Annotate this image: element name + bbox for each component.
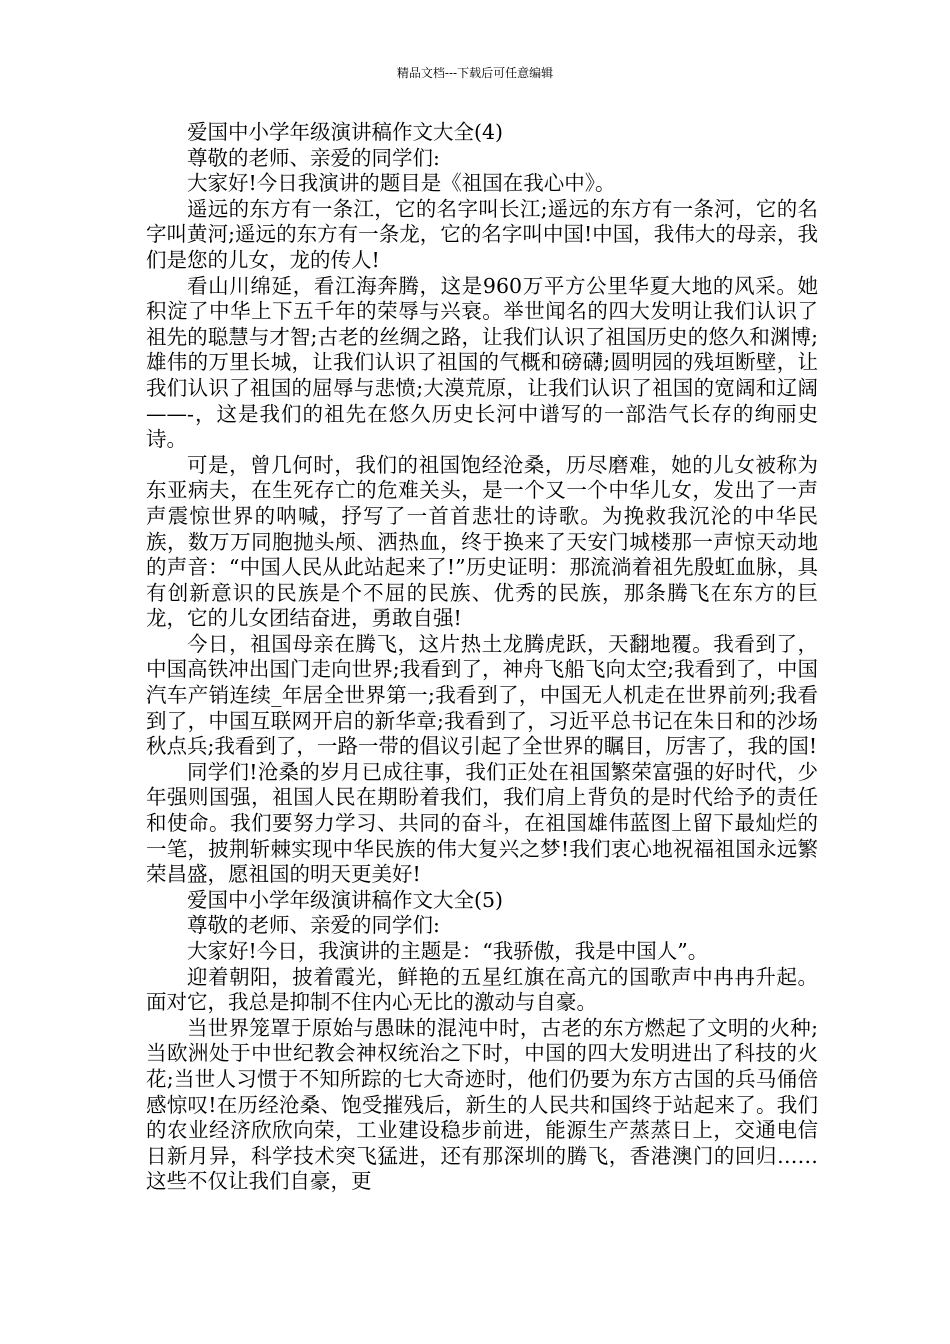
greeting: 大家好!今日，我演讲的主题是：“我骄傲，我是中国人”。 <box>187 939 709 963</box>
paragraph: 今日，祖国母亲在腾飞，这片热土龙腾虎跃，天翻地覆。我看到了，中国高铁冲出国门走向世界;我看到了，神舟飞船飞向太空;我看到了，中国汽车产销连续_年居全世界第一;我看到了，中国无人机走在世界前列;我看到了，中国互联网开启的新华章;我看到了，习近平总书记在朱日和的沙场秋点兵;我看到了，一路一带的倡议引起了全世界的瞩目，厉害了，我的国! <box>146 631 818 759</box>
document-body <box>146 120 818 1195</box>
page-header: 精品文档---下载后可任意编辑 <box>396 66 554 80</box>
section-title-5: 爱国中小学年级演讲稿作文大全(5) <box>187 887 504 912</box>
paragraph: 当世界笼罩于原始与愚昧的混沌中时，古老的东方燃起了文明的火种;当欧洲处于中世纪教会神权统治之下时，中国的四大发明进出了科技的火花;当世人习惯于不知所踪的七大奇迹时，他们仍要为东方古国的兵马俑倍感惊叹!在历经沧桑、饱受摧残后，新生的人民共和国终于站起来了。我们的农业经济欣欣向荣，工业建设稳步前进，能源生产蒸蒸日上，交通电信日新月异，科学技术突飞猛进，还有那深圳的腾飞，香港澳门的回归……这些不仅让我们自豪，更 <box>146 1015 818 1194</box>
paragraph: 迎着朝阳，披着霞光，鲜艳的五星红旗在高亢的国歌声中冉冉升起。面对它，我总是抑制不住内心无比的激动与自豪。 <box>146 964 818 1015</box>
section-title-4: 爱国中小学年级演讲稿作文大全(4) <box>187 120 504 144</box>
salutation: 尊敬的老师、亲爱的同学们: <box>187 913 440 938</box>
paragraph: 遥远的东方有一条江，它的名字叫长江;遥远的东方有一条河，它的名字叫黄河;遥远的东方有一条龙，它的名字叫中国!中国，我伟大的母亲，我们是您的儿女，龙的传人! <box>146 196 818 272</box>
paragraph: 同学们!沧桑的岁月已成往事，我们正处在祖国繁荣富强的好时代，少年强则国强，祖国人民在期盼着我们，我们肩上背负的是时代给予的责任和使命。我们要努力学习、共同的奋斗，在祖国雄伟蓝图上留下最灿烂的一笔，披荆斩棘实现中华民族的伟大复兴之梦!我们衷心地祝福祖国永远繁荣昌盛，愿祖国的明天更美好! <box>146 759 818 887</box>
paragraph: 看山川绵延，看江海奔腾，这是960万平方公里华夏大地的风采。她积淀了中华上下五千年的荣辱与兴衰。举世闻名的四大发明让我们认识了祖先的聪慧与才智;古老的丝绸之路，让我们认识了祖国历史的悠久和渊博;雄伟的万里长城，让我们认识了祖国的气概和磅礴;圆明园的残垣断壁，让我们认识了祖国的屈辱与悲愤;大漠荒原，让我们认识了祖国的宽阔和辽阔——-，这是我们的祖先在悠久历史长河中谱写的一部浩气长存的绚丽史诗。 <box>146 273 818 452</box>
paragraph: 可是，曾几何时，我们的祖国饱经沧桑，历尽磨难，她的儿女被称为东亚病夫，在生死存亡的危难关头，是一个又一个中华儿女，发出了一声声震惊世界的呐喊，抒写了一首首悲壮的诗歌。为挽救我沉沦的中华民族，数万万同胞抛头颅、洒热血，终于换来了天安门城楼那一声惊天动地的声音：“中国人民从此站起来了!”历史证明：那流淌着祖先殷虹血脉，具有创新意识的民族是个不屈的民族、优秀的民族，那条腾飞在东方的巨龙，它的儿女团结奋进，勇敢自强! <box>146 452 818 631</box>
salutation: 尊敬的老师、亲爱的同学们: <box>187 145 440 170</box>
greeting: 大家好!今日我演讲的题目是《祖国在我心中》。 <box>187 171 616 196</box>
